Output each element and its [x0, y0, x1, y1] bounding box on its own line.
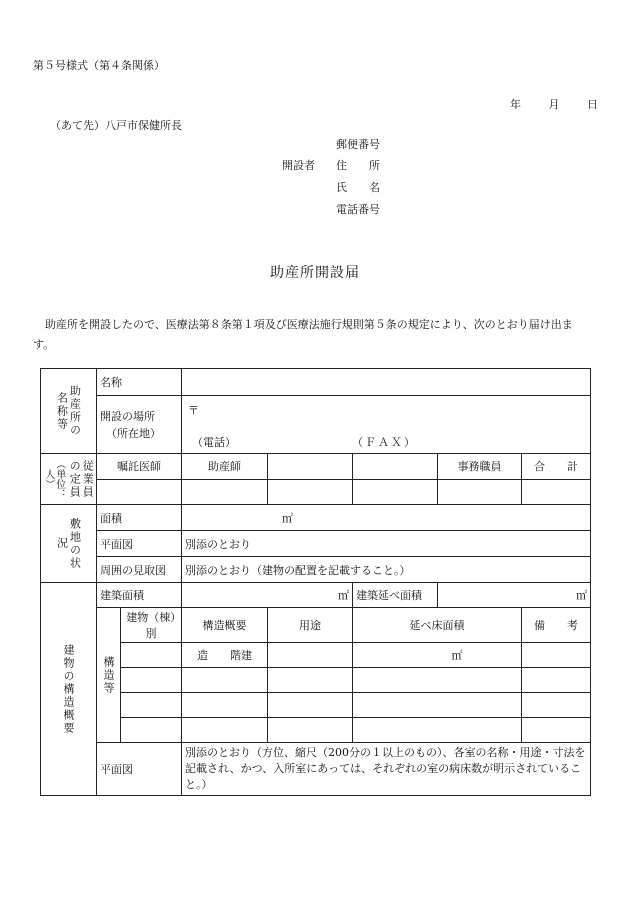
- struct-row3-building[interactable]: [121, 693, 182, 718]
- applicant-phone-label: 電話番号: [336, 203, 380, 216]
- staff-group-label: 従業員の定員: [68, 459, 95, 499]
- applicant-label: 開設者: [282, 159, 315, 172]
- staff-header-blank-2: [353, 454, 438, 480]
- staff-header-midwife: 助産師: [182, 454, 268, 480]
- struct-row4-use[interactable]: [268, 718, 353, 743]
- struct-row3-remarks[interactable]: [522, 693, 591, 718]
- struct-row1-structure[interactable]: [182, 643, 268, 668]
- structure-group-cell: [97, 608, 121, 743]
- place-label: 開設の場所: [100, 409, 155, 423]
- name-input[interactable]: [182, 369, 591, 396]
- date-month: 月: [548, 98, 560, 111]
- date-day: 日: [587, 98, 598, 111]
- staff-extra-input-2[interactable]: [353, 479, 438, 505]
- total-floor-input[interactable]: [438, 583, 591, 608]
- tel-label: （電話）: [192, 436, 236, 449]
- address-input[interactable]: [182, 396, 591, 454]
- staff-extra-input-1[interactable]: [268, 479, 353, 505]
- struct-row4-remarks[interactable]: [522, 718, 591, 743]
- staff-header-clerk: 事務職員: [438, 454, 522, 480]
- struct-row2-floor-area[interactable]: [353, 668, 522, 693]
- total-floor-unit: ㎡: [576, 589, 588, 602]
- staff-header-blank-1: [268, 454, 353, 480]
- surroundings-value: 別添のとおり（建物の配置を記載すること。）: [182, 557, 591, 583]
- staff-unit-label: （単位：人）: [42, 459, 65, 499]
- struct-header-use: 用途: [268, 608, 353, 643]
- name-label: 名称: [97, 369, 182, 396]
- struct-row3-floor-area[interactable]: [353, 693, 522, 718]
- structure-group-label: 構造等: [102, 655, 115, 695]
- struct-row2-use[interactable]: [268, 668, 353, 693]
- plan-label: 平面図: [97, 743, 182, 796]
- form-number: 第５号様式（第４条関係）: [33, 59, 165, 72]
- place-label-cell: [97, 396, 182, 454]
- struct-header-structure: 構造概要: [182, 608, 268, 643]
- struct-row1-remarks[interactable]: [522, 643, 591, 668]
- date-year: 年: [510, 98, 521, 111]
- staff-doctor-input[interactable]: [97, 479, 182, 505]
- building-area-label: 建築面積: [97, 583, 182, 608]
- struct-header-remarks: 備 考: [522, 608, 591, 643]
- total-floor-label: 建築延べ面積: [353, 583, 438, 608]
- struct-row4-building[interactable]: [121, 718, 182, 743]
- facility-group-cell: [41, 369, 97, 454]
- staff-total-input[interactable]: [522, 479, 591, 505]
- struct-row3-structure[interactable]: [182, 693, 268, 718]
- struct-row4-floor-area[interactable]: [353, 718, 522, 743]
- site-group-label: 敷地の状況: [55, 517, 82, 570]
- place-sub-label: （所在地）: [106, 426, 161, 440]
- site-plan-label: 平面図: [97, 531, 182, 557]
- site-plan-value: 別添のとおり: [182, 531, 591, 557]
- struct-row2-building[interactable]: [121, 668, 182, 693]
- staff-header-total: 合 計: [522, 454, 591, 480]
- site-area-input[interactable]: [182, 505, 591, 531]
- surroundings-label: 周囲の見取図: [97, 557, 182, 583]
- site-area-unit: ㎡: [282, 512, 293, 525]
- application-table: [40, 368, 591, 796]
- struct-row2-remarks[interactable]: [522, 668, 591, 693]
- struct-header-floor-area: 延べ床面積: [353, 608, 522, 643]
- struct-row1-building[interactable]: [121, 643, 182, 668]
- struct-row3-use[interactable]: [268, 693, 353, 718]
- struct-header-building: 建物（棟）別: [121, 608, 182, 643]
- document-title: 助産所開設届: [270, 265, 360, 281]
- facility-group-label: 助産所の名称等: [55, 385, 82, 437]
- building-area-input[interactable]: [182, 583, 353, 608]
- staff-group-cell: [41, 454, 97, 505]
- struct-row1-unit: ㎡: [451, 649, 463, 662]
- plan-value: 別添のとおり（方位、縮尺（200分の１以上のもの）、各室の名称・用途・寸法を記載され、かつ、入所室にあっては、それぞれの室の病床数が明示されていること。）: [182, 743, 591, 796]
- staff-clerk-input[interactable]: [438, 479, 522, 505]
- applicant-postal-label: 郵便番号: [336, 138, 380, 151]
- staff-header-doctor: 嘱託医師: [97, 454, 182, 480]
- applicant-name-label: 氏 名: [336, 181, 380, 194]
- addressee: （あて先）八戸市保健所長: [50, 119, 182, 132]
- postal-mark: 〒: [188, 404, 199, 417]
- site-area-label: 面積: [97, 505, 182, 531]
- building-area-unit: ㎡: [338, 589, 349, 602]
- struct-row2-structure[interactable]: [182, 668, 268, 693]
- date-line: [510, 96, 598, 112]
- struct-row1-structure-text: 造 階建: [197, 649, 252, 662]
- site-group-cell: [41, 505, 97, 583]
- struct-row1-floor-area[interactable]: [353, 643, 522, 668]
- building-group-cell: [41, 583, 97, 796]
- fax-label: （ＦＡＸ）: [352, 436, 417, 449]
- struct-row4-structure[interactable]: [182, 718, 268, 743]
- staff-midwife-input[interactable]: [182, 479, 268, 505]
- building-group-label: 建物の構造概要: [62, 643, 75, 735]
- applicant-address-label: 住 所: [336, 159, 380, 172]
- intro-text: 助産所を開設したので、医療法第８条第１項及び医療法施行規則第５条の規定により、次のとおり届け出ます。: [33, 318, 573, 351]
- struct-row1-use[interactable]: [268, 643, 353, 668]
